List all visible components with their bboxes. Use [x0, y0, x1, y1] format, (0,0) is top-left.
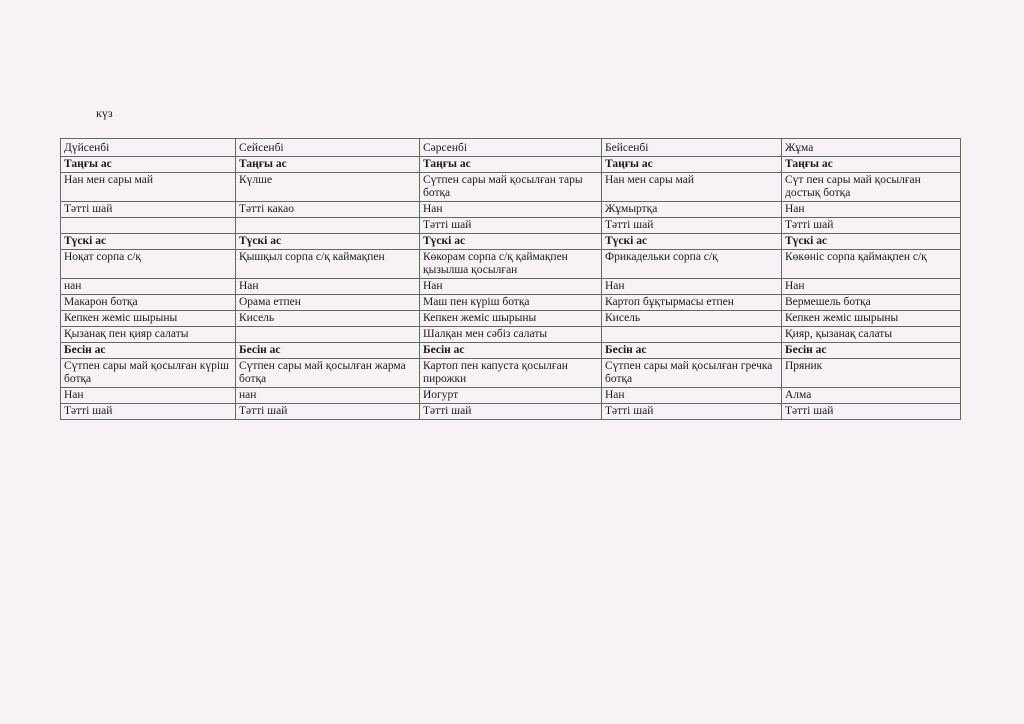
meal-heading-cell: Түскі ас: [236, 234, 420, 250]
menu-table: [60, 138, 961, 420]
day-header-wednesday: Сәрсенбі: [420, 139, 602, 157]
meal-heading-cell: Бесін ас: [420, 343, 602, 359]
meal-heading-row: [61, 157, 961, 173]
menu-item-cell: Пряник: [782, 359, 961, 388]
menu-item-cell: Сүтпен сары май қосылған күріш ботқа: [61, 359, 236, 388]
menu-item-cell: Нан: [420, 202, 602, 218]
menu-item-row: [61, 218, 961, 234]
menu-item-cell: Нан: [782, 279, 961, 295]
meal-heading-cell: Бесін ас: [236, 343, 420, 359]
menu-item-cell: Кепкен жеміс шырыны: [420, 311, 602, 327]
menu-item-cell: Тәтті шай: [602, 218, 782, 234]
day-header-tuesday: Сейсенбі: [236, 139, 420, 157]
menu-item-cell: Тәтті какао: [236, 202, 420, 218]
menu-item-cell: Күлше: [236, 173, 420, 202]
menu-item-cell: Көкорам сорпа с/қ қаймақпен қызылша қосылған: [420, 250, 602, 279]
menu-item-cell: Фрикадельки сорпа с/қ: [602, 250, 782, 279]
menu-item-cell: Шалқан мен сәбіз салаты: [420, 327, 602, 343]
menu-item-cell: Тәтті шай: [61, 404, 236, 420]
meal-heading-cell: Таңғы ас: [61, 157, 236, 173]
meal-heading-cell: Таңғы ас: [420, 157, 602, 173]
menu-item-cell: Нан: [236, 279, 420, 295]
menu-item-cell: Нан: [61, 388, 236, 404]
menu-item-cell: Кисель: [602, 311, 782, 327]
menu-item-cell: Нан: [782, 202, 961, 218]
menu-item-cell: Кепкен жеміс шырыны: [782, 311, 961, 327]
menu-item-row: [61, 250, 961, 279]
menu-item-cell: [236, 327, 420, 343]
menu-item-cell: Ноқат сорпа с/қ: [61, 250, 236, 279]
menu-item-cell: нан: [236, 388, 420, 404]
menu-item-cell: Тәтті шай: [61, 202, 236, 218]
season-label: күз: [96, 106, 113, 120]
menu-item-cell: Макарон ботқа: [61, 295, 236, 311]
menu-item-cell: нан: [61, 279, 236, 295]
menu-item-cell: [61, 218, 236, 234]
menu-item-cell: [602, 327, 782, 343]
meal-heading-cell: Таңғы ас: [602, 157, 782, 173]
menu-item-row: [61, 279, 961, 295]
menu-item-row: [61, 202, 961, 218]
day-header-thursday: Бейсенбі: [602, 139, 782, 157]
menu-item-cell: Нан: [602, 388, 782, 404]
meal-heading-cell: Бесін ас: [61, 343, 236, 359]
menu-item-cell: Нан: [420, 279, 602, 295]
menu-item-cell: Картоп бұқтырмасы етпен: [602, 295, 782, 311]
meal-heading-cell: Бесін ас: [602, 343, 782, 359]
menu-item-cell: Тәтті шай: [236, 404, 420, 420]
menu-item-row: [61, 388, 961, 404]
menu-item-cell: Қызанақ пен қияр салаты: [61, 327, 236, 343]
menu-item-cell: Қияр, қызанақ салаты: [782, 327, 961, 343]
menu-item-row: [61, 173, 961, 202]
meal-heading-cell: Таңғы ас: [236, 157, 420, 173]
menu-item-row: [61, 295, 961, 311]
menu-item-cell: Тәтті шай: [782, 218, 961, 234]
menu-item-cell: Алма: [782, 388, 961, 404]
menu-item-cell: Сүтпен сары май қосылған гречка ботқа: [602, 359, 782, 388]
day-header-friday: Жұма: [782, 139, 961, 157]
menu-item-row: [61, 359, 961, 388]
menu-item-cell: [236, 218, 420, 234]
meal-heading-row: [61, 343, 961, 359]
menu-item-cell: Жұмыртқа: [602, 202, 782, 218]
menu-item-cell: Сүтпен сары май қосылған жарма ботқа: [236, 359, 420, 388]
menu-item-cell: Тәтті шай: [420, 404, 602, 420]
menu-item-cell: Сүт пен сары май қосылған достық ботқа: [782, 173, 961, 202]
menu-item-row: [61, 311, 961, 327]
meal-heading-cell: Түскі ас: [61, 234, 236, 250]
menu-item-cell: Вермешель ботқа: [782, 295, 961, 311]
menu-item-cell: Нан мен сары май: [61, 173, 236, 202]
meal-heading-cell: Таңғы ас: [782, 157, 961, 173]
meal-heading-row: [61, 234, 961, 250]
menu-item-cell: Қышқыл сорпа с/қ каймақпен: [236, 250, 420, 279]
menu-item-cell: Орама етпен: [236, 295, 420, 311]
meal-heading-cell: Бесін ас: [782, 343, 961, 359]
day-header-row: [61, 139, 961, 157]
menu-item-row: [61, 327, 961, 343]
menu-item-row: [61, 404, 961, 420]
menu-item-cell: Тәтті шай: [602, 404, 782, 420]
meal-heading-cell: Түскі ас: [782, 234, 961, 250]
menu-item-cell: Кисель: [236, 311, 420, 327]
meal-heading-cell: Түскі ас: [420, 234, 602, 250]
menu-item-cell: Тәтті шай: [420, 218, 602, 234]
menu-item-cell: Нан: [602, 279, 782, 295]
meal-heading-cell: Түскі ас: [602, 234, 782, 250]
menu-item-cell: Көкөніс сорпа қаймақпен с/қ: [782, 250, 961, 279]
menu-item-cell: Иогурт: [420, 388, 602, 404]
menu-item-cell: Сүтпен сары май қосылған тары ботқа: [420, 173, 602, 202]
menu-item-cell: Тәтті шай: [782, 404, 961, 420]
menu-item-cell: Нан мен сары май: [602, 173, 782, 202]
menu-item-cell: Маш пен күріш ботқа: [420, 295, 602, 311]
menu-item-cell: Кепкен жеміс шырыны: [61, 311, 236, 327]
menu-item-cell: Картоп пен капуста қосылған пирожки: [420, 359, 602, 388]
day-header-monday: Дүйсенбі: [61, 139, 236, 157]
